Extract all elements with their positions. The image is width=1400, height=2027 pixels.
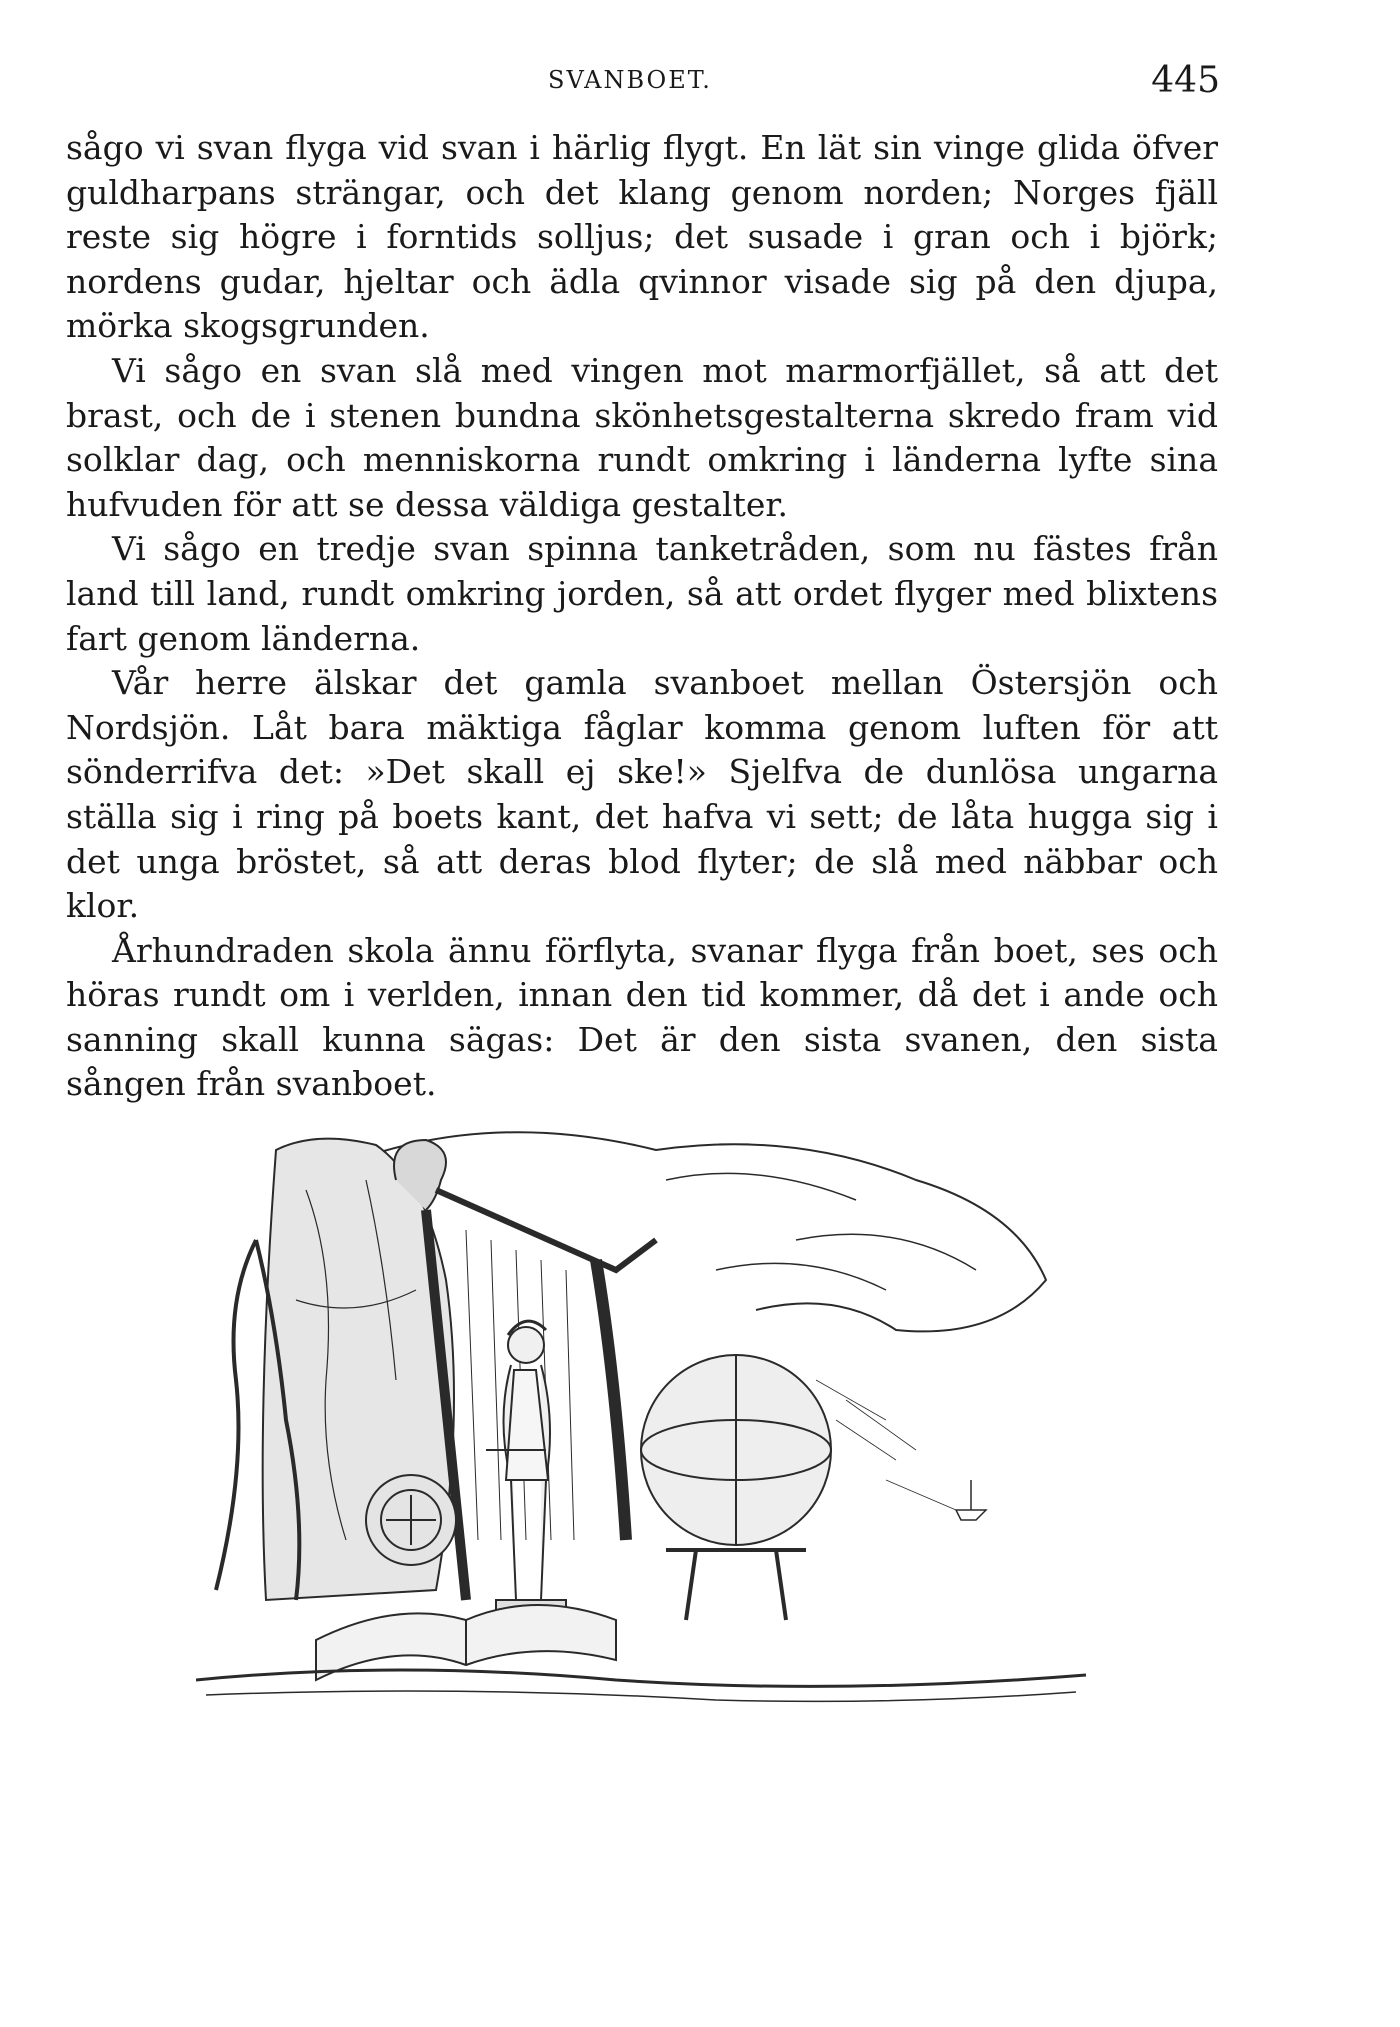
- statue-figure: [486, 1321, 566, 1620]
- paragraph-1: sågo vi svan flyga vid svan i härlig flygt. En lät sin vinge glida öfver guldharpans strängar, och det klang genom norden; Norges fjäll reste sig högre i forntids solljus; det susade i gran och i björk; nordens gudar, hjeltar och ädla qvinnor visade sig på den djupa, mörka skogsgrunden.: [66, 128, 1218, 346]
- compass-ring: [366, 1475, 456, 1565]
- body-text: [66, 126, 1218, 1107]
- running-head: SVANBOET.: [548, 66, 712, 94]
- page-number: 445: [1151, 60, 1220, 101]
- ground: [196, 1670, 1086, 1686]
- engraving-illustration: [196, 1120, 1096, 1710]
- open-book: [316, 1605, 616, 1680]
- paragraph-3: Vi sågo en tredje svan spinna tanketråden, som nu fästes från land till land, rundt omkring jorden, så att ordet flyger med blixtens fart genom länderna.: [66, 529, 1218, 658]
- paragraph-5: Århundraden skola ännu förflyta, svanar flyga från boet, ses och höras rundt om i verlden, innan den tid kommer, då det i ande och sanning skall kunna sägas: Det är den sista svanen, den sista sången från svanboet.: [66, 930, 1218, 1104]
- globe: [641, 1355, 831, 1620]
- ship: [956, 1480, 986, 1520]
- tree-canopy: [356, 1132, 1046, 1331]
- paragraph-4: Vår herre älskar det gamla svanboet mellan Östersjön och Nordsjön. Låt bara mäktiga fåglar komma genom luften för att sönderrifva det: »Det skall ej ske!» Sjelfva de dunlösa ungarna ställa sig i ring på boets kant, det hafva vi sett; de låta hugga sig i det unga bröstet, så att deras blod flyter; de slå med näbbar och klor.: [66, 663, 1218, 926]
- paragraph-2: Vi sågo en svan slå med vingen mot marmorfjället, så att det brast, och de i stenen bundna skönhetsgestalterna skredo fram vid solklar dag, och menniskorna rundt omkring i länderna lyfte sina hufvuden för att se dessa väldiga gestalter.: [66, 350, 1218, 524]
